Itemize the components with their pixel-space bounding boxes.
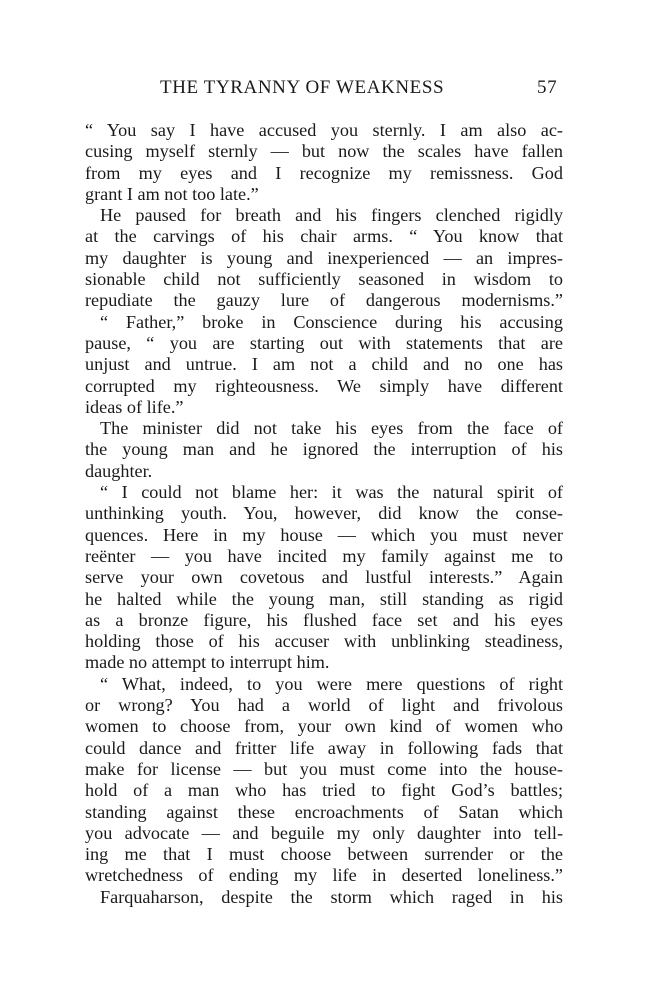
text-line: Farquaharson, despite the storm which raged in his (100, 886, 563, 907)
text-line: cusing myself sternly — but now the scales have fallen (85, 141, 563, 162)
text-line: wretchedness of ending my life in deserted loneliness.” (85, 865, 563, 886)
text-line: at the carvings of his chair arms. “ You know that (85, 226, 563, 247)
text-line: “ You say I have accused you sternly. I am also ac- (85, 120, 563, 140)
text-line: pause, “ you are starting out with statements that are (85, 332, 563, 353)
text-line: or wrong? You had a world of light and frivolous (85, 695, 563, 716)
text-line: reënter — you have incited my family against me to (85, 545, 563, 566)
text-line: unjust and untrue. I am not a child and no one has (85, 354, 563, 375)
text-line: my daughter is young and inexperienced — an impres- (85, 247, 563, 268)
text-line: make for license — but you must come into the house- (85, 758, 563, 779)
text-line: corrupted my righteousness. We simply have different (85, 375, 563, 396)
text-line: the young man and he ignored the interruption of his (85, 439, 563, 460)
text-line: grant I am not too late.” (85, 183, 259, 204)
text-line: made no attempt to interrupt him. (85, 652, 330, 673)
text-line: quences. Here in my house — which you must never (85, 524, 563, 545)
text-line: repudiate the gauzy lure of dangerous modernisms.” (85, 290, 563, 311)
text-line: ing me that I must choose between surrender or the (85, 844, 563, 865)
text-line: as a bronze figure, his flushed face set and his eyes (85, 609, 563, 630)
text-line: unthinking youth. You, however, did know the conse- (85, 503, 563, 524)
text-line: holding those of his accuser with unblinking steadiness, (85, 631, 563, 652)
text-line: you advocate — and beguile my only daughter into tell- (85, 822, 563, 843)
text-line: daughter. (85, 460, 153, 481)
text-line: he halted while the young man, still standing as rigid (85, 588, 563, 609)
text-line: hold of a man who has tried to fight God’s battles; (85, 780, 563, 801)
page-number: 57 (537, 77, 558, 98)
text-line: women to choose from, your own kind of women who (85, 716, 563, 737)
text-line: could dance and fritter life away in following fads that (85, 737, 563, 758)
text-line: from my eyes and I recognize my remissness. God (85, 162, 563, 183)
text-line: The minister did not take his eyes from the face of (100, 418, 563, 439)
text-line: ideas of life.” (85, 396, 184, 417)
body-text (85, 120, 563, 908)
text-line: standing against these encroachments of Satan which (85, 801, 563, 822)
text-line: “ What, indeed, to you were mere questions of right (100, 673, 563, 694)
text-line: “ Father,” broke in Conscience during his accusing (100, 311, 563, 332)
running-header (0, 77, 664, 103)
text-line: He paused for breath and his fingers clenched rigidly (100, 205, 563, 226)
text-line: sionable child not sufficiently seasoned in wisdom to (85, 269, 563, 290)
text-line: serve your own covetous and lustful interests.” Again (85, 567, 563, 588)
text-line: “ I could not blame her: it was the natural spirit of (100, 482, 563, 503)
running-title: THE TYRANNY OF WEAKNESS (160, 77, 445, 98)
